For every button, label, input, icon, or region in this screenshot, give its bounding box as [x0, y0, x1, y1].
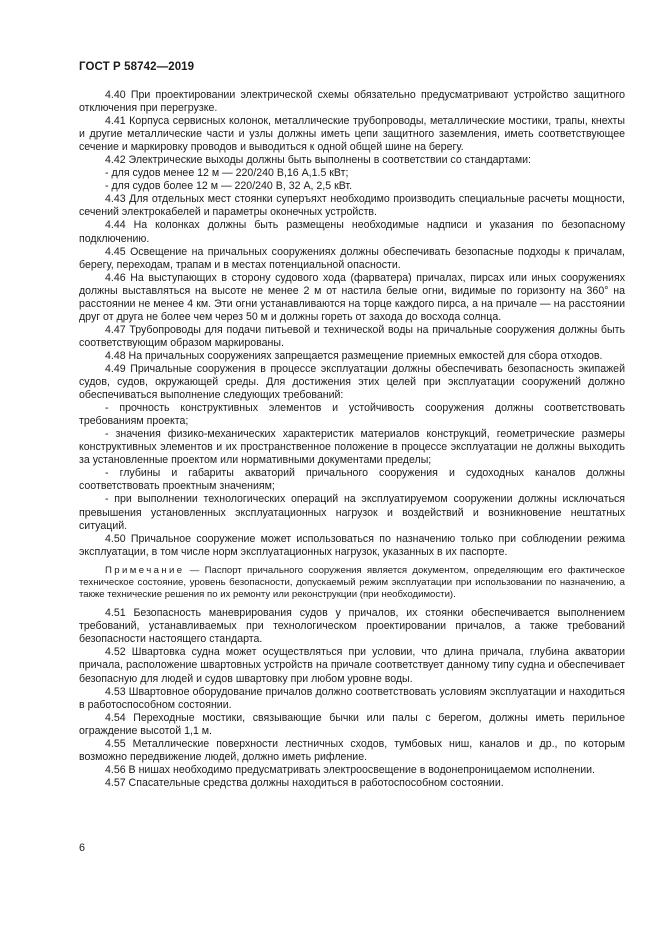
clause-4-42: 4.42 Электрические выходы должны быть выполнены в соответствии со стандартами:: [105, 154, 531, 167]
list-item: - глубины и габариты акваторий причального сооружения и судоходных каналов должны соответствовать проектным значениям;: [79, 467, 625, 493]
clause-4-47: 4.47 Трубопроводы для подачи питьевой и технической воды на причальные сооружения должны быть соответствующим образом маркированы.: [79, 323, 625, 349]
clause-4-49: 4.49 Причальные сооружения в процессе эксплуатации должны обеспечивать безопасность экипажей судов, судов, окружающей среды. Для достижения этих целей при эксплуатации сооружений должно обеспечиваться выполнение следующих требований:: [79, 362, 625, 402]
clause-4-57: 4.57 Спасательные средства должны находиться в работоспособном состоянии.: [105, 776, 504, 789]
document-header: ГОСТ Р 58742—2019: [79, 61, 195, 73]
clause-4-54: 4.54 Переходные мостики, связывающие бычки или палы с берегом, должны иметь перильное ограждение высотой 1,1 м.: [79, 711, 625, 737]
clause-4-51: 4.51 Безопасность маневрирования судов у причалов, их стоянки обеспечивается выполнением требований, устанавливаемых при технологическом проектировании причалов, а также требований безопасности настоящего стандарта.: [79, 607, 625, 646]
clause-4-43: 4.43 Для отдельных мест стоянки суперъяхт необходимо производить специальные расчеты мощности, сечений электрокабелей и параметры оконечных устройств.: [79, 193, 625, 219]
clause-4-48: 4.48 На причальных сооружениях запрещается размещение приемных емкостей для сбора отходов.: [105, 349, 603, 362]
note: [79, 565, 625, 602]
note-text: — Паспорт причального сооружения является документом, определяющим его фактическое техническое состояние, уровень безопасности, допускаемый режим эксплуатации при использовании по назначению, а также технические решения по их ремонту или реконструкции (при необходимости).: [79, 564, 625, 601]
note-label: Примечание: [105, 564, 185, 576]
clause-4-56: 4.56 В нишах необходимо предусматривать электроосвещение в водонепроницаемом исполнении.: [105, 763, 595, 776]
list-item: - для судов менее 12 м — 220/240 В,16 А,1.5 кВт;: [105, 167, 349, 180]
list-item: - при выполнении технологических операций на эксплуатируемом сооружении должны исключаться превышения установленных эксплуатационных нагрузок и воздействий и возникновение нештатных ситуаций.: [79, 493, 625, 532]
clause-4-40: 4.40 При проектировании электрической схемы обязательно предусматривают устройство защитного отключения при перегрузке.: [79, 89, 625, 115]
clause-4-55: 4.55 Металлические поверхности лестничных сходов, тумбовых ниш, каналов и др., по которым возможно передвижение людей, должно иметь рифление.: [79, 737, 625, 763]
clause-4-41: 4.41 Корпуса сервисных колонок, металлические трубопроводы, металлические мостики, трапы, кнехты и другие металлические части и узлы должны иметь цепи защитного заземления, иметь соответствующее сечение и маркировку проводов и выводиться к одной общей шине на берегу.: [79, 115, 625, 154]
page-number: 6: [79, 842, 86, 854]
document-body: [79, 89, 625, 790]
clause-4-45: 4.45 Освещение на причальных сооружениях должны обеспечивать безопасные подходы к причалам, берегу, переходам, трапам и в местах потенциальной опасности.: [79, 245, 625, 271]
list-item: - прочность конструктивных элементов и устойчивость сооружения должны соответствовать требованиям проекта;: [79, 402, 625, 428]
list-item: - значения физико-механических характеристик материалов конструкций, геометрические размеры конструктивных элементов и их пространственное положение в процессе эксплуатации не должны выходить за установленные проектом или нормативными документами пределы;: [79, 428, 625, 467]
clause-4-53: 4.53 Швартовное оборудование причалов должно соответствовать условиям эксплуатации и находиться в работоспособном состоянии.: [79, 685, 625, 711]
clause-4-50: 4.50 Причальное сооружение может использоваться по назначению только при соблюдении режима эксплуатации, в том числе норм эксплуатационных нагрузок, указанных в их паспорте.: [79, 532, 625, 558]
list-item: - для судов более 12 м — 220/240 В, 32 А, 2,5 кВт.: [105, 180, 353, 193]
clause-4-46: 4.46 На выступающих в сторону судового хода (фарватера) причалах, пирсах или иных сооружениях должны выставляться на высоте не менее 2 м от настила белые огни, видимые по горизонту на 360° на расстоянии не менее 4 км. Эти огни устанавливаются на торце каждого пирса, а на причале — на расстоянии друг от друга не более чем через 50 м и должны гореть от захода до восхода солнца.: [79, 271, 625, 323]
clause-4-44: 4.44 На колонках должны быть размещены необходимые надписи и указания по безопасному подключению.: [79, 219, 625, 245]
clause-4-52: 4.52 Швартовка судна может осуществляться при условии, что длина причала, глубина акватории причала, расположение швартовных устройств на причале соответствует данному типу судна и обеспечивает безопасную для людей и судов швартовку при любом уровне воды.: [79, 646, 625, 685]
